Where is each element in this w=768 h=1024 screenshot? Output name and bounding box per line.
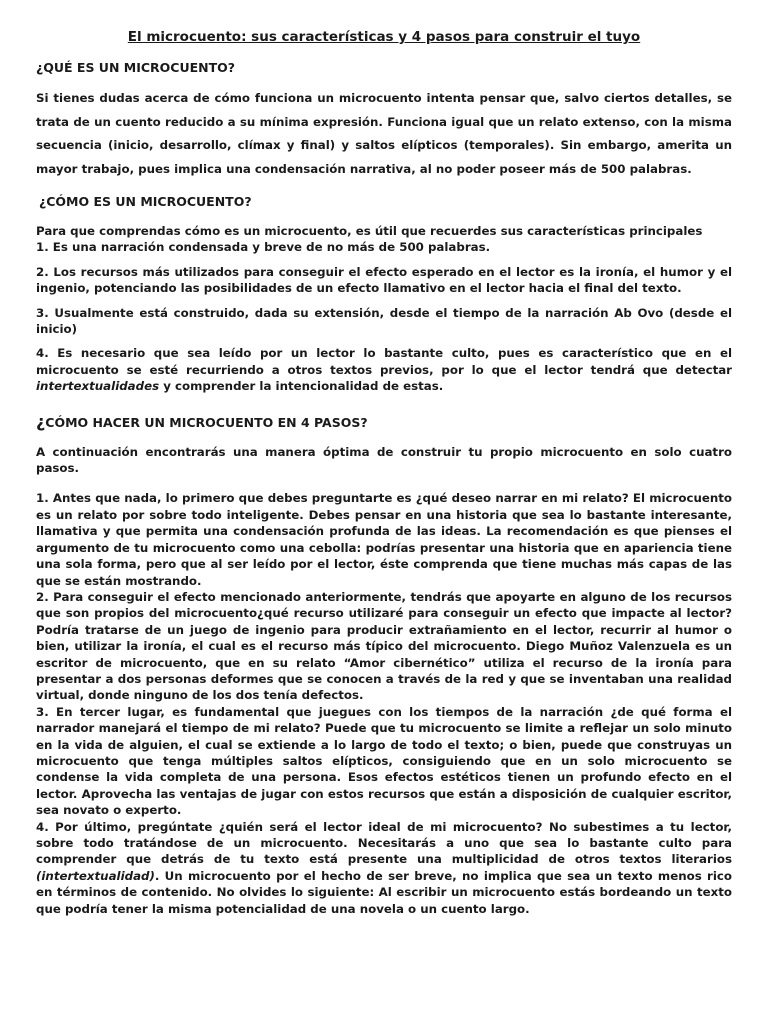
document-title: El microcuento: sus características y 4 pasos para construir el tuyo [127,29,641,45]
step-3: 3. En tercer lugar, es fundamental que juegues con los tiempos de la narración ¿de qué forma el narrador manejará el tiempo de mi relato? Puede que tu microcuento se limite a reflejar un solo minuto en la vida de alguien, el cual se extiende a lo largo de todo el texto; o bien, puede que construyas un microcuento que tenga múltiples saltos elípticos, consiguiendo que en un solo microcuento se condense la vida completa de una persona. Esos efectos estéticos tienen un profundo efecto en el lector. Aprovecha las ventajas de jugar con estos recursos que están a disposición de cualquier escritor, sea novato o experto. [36,704,732,818]
section2-item-4 [36,345,732,394]
section2-item-2: 2. Los recursos más utilizados para conseguir el efecto esperado en el lector es la ironía, el humor y el ingenio, potenciando las posibilidades de un efecto llamativo en el lector hacia el final del texto. [36,264,732,296]
section2-item-4-text-a: 4. Es necesario que sea leído por un lector lo bastante culto, pues es característico que en el microcuento se esté recurriendo a otros textos previos, por lo que el lector tendrá que detectar [36,346,732,377]
step-4 [36,819,732,917]
intertextualidades-term: intertextualidades [36,379,160,394]
step-1: 1. Antes que nada, lo primero que debes preguntarte es ¿qué deseo narrar en mi relato? El microcuento es un relato por sobre todo inteligente. Debes pensar en una historia que sea lo bastante interesante, llamativa y que permita una condensación profunda de las ideas. La recomendación es que pienses el argumento de tu microcuento como una cebolla: podrías presentar una historia que en apariencia tiene una sola forma, pero que al ser leído por el lector, éste comprenda que tiene muchas más capas de las que se están mostrando. [36,491,732,588]
section3-heading [36,413,732,432]
section2-item-3: 3. Usualmente está construido, dada su extensión, desde el tiempo de la narración Ab Ovo (desde el inicio) [36,305,732,337]
section1-heading: ¿QUÉ ES UN MICROCUENTO? [36,60,236,75]
section2-item-4-text-b: y comprender la intencionalidad de estas. [159,379,444,394]
step-4-text-b: . Un microcuento por el hecho de ser breve, no implica que sea un texto menos rico en términos de contenido. No olvides lo siguiente: Al escribir un microcuento estás bordeando un texto que podría tener la misma potencialidad de una novela o un cuento largo. [36,868,732,916]
section2-intro: Para que comprendas cómo es un microcuento, es útil que recuerdes sus características principales [36,224,703,238]
section3-heading-q: ¿ [36,411,46,431]
intertextualidad-term: (intertextualidad) [36,868,155,883]
section3-heading-text: CÓMO HACER UN MICROCUENTO EN 4 PASOS? [45,414,368,430]
section2-item-1: 1. Es una narración condensada y breve de no más de 500 palabras. [36,240,491,255]
step-4-text-a: 4. Por último, pregúntate ¿quién será el lector ideal de mi microcuento? No subestimes a tu lector, sobre todo tratándose de un microcuento. Necesitarás a uno que sea lo bastante culto para comprender que detrás de tu texto está presente una multiplicidad de otros textos literarios [36,819,732,867]
section1-body: Si tienes dudas acerca de cómo funciona un microcuento intenta pensar que, salvo ciertos detalles, se trata de un cuento reducido a su mínima expresión. Funciona igual que un relato extenso, con la misma secuencia (inicio, desarrollo, clímax y final) y saltos elípticos (temporales). Sin embargo, amerita un mayor trabajo, pues implica una condensación narrativa, al no poder poseer más de 500 palabras. [36,91,732,176]
section3-intro: A continuación encontrarás una manera óptima de construir tu propio microcuento en solo cuatro pasos. [36,444,732,476]
section2-heading: ¿CÓMO ES UN MICROCUENTO? [39,194,252,209]
step-2: 2. Para conseguir el efecto mencionado anteriormente, tendrás que apoyarte en alguno de los recursos que son propios del microcuento¿qué recurso utilizaré para conseguir un efecto que impacte al lector? Podría tratarse de un juego de ingenio para producir extrañamiento en el lector, recurrir al humor o bien, utilizar la ironía, el cual es el recurso más típico del microcuento. Diego Muñoz Valenzuela es un escritor de microcuento, que en su relato “Amor cibernético” utiliza el recurso de la ironía para presentar a dos personas deformes que se conocen a través de la red y que se inventaban una realidad virtual, donde ninguno de los dos tenía defectos. [36,589,732,703]
